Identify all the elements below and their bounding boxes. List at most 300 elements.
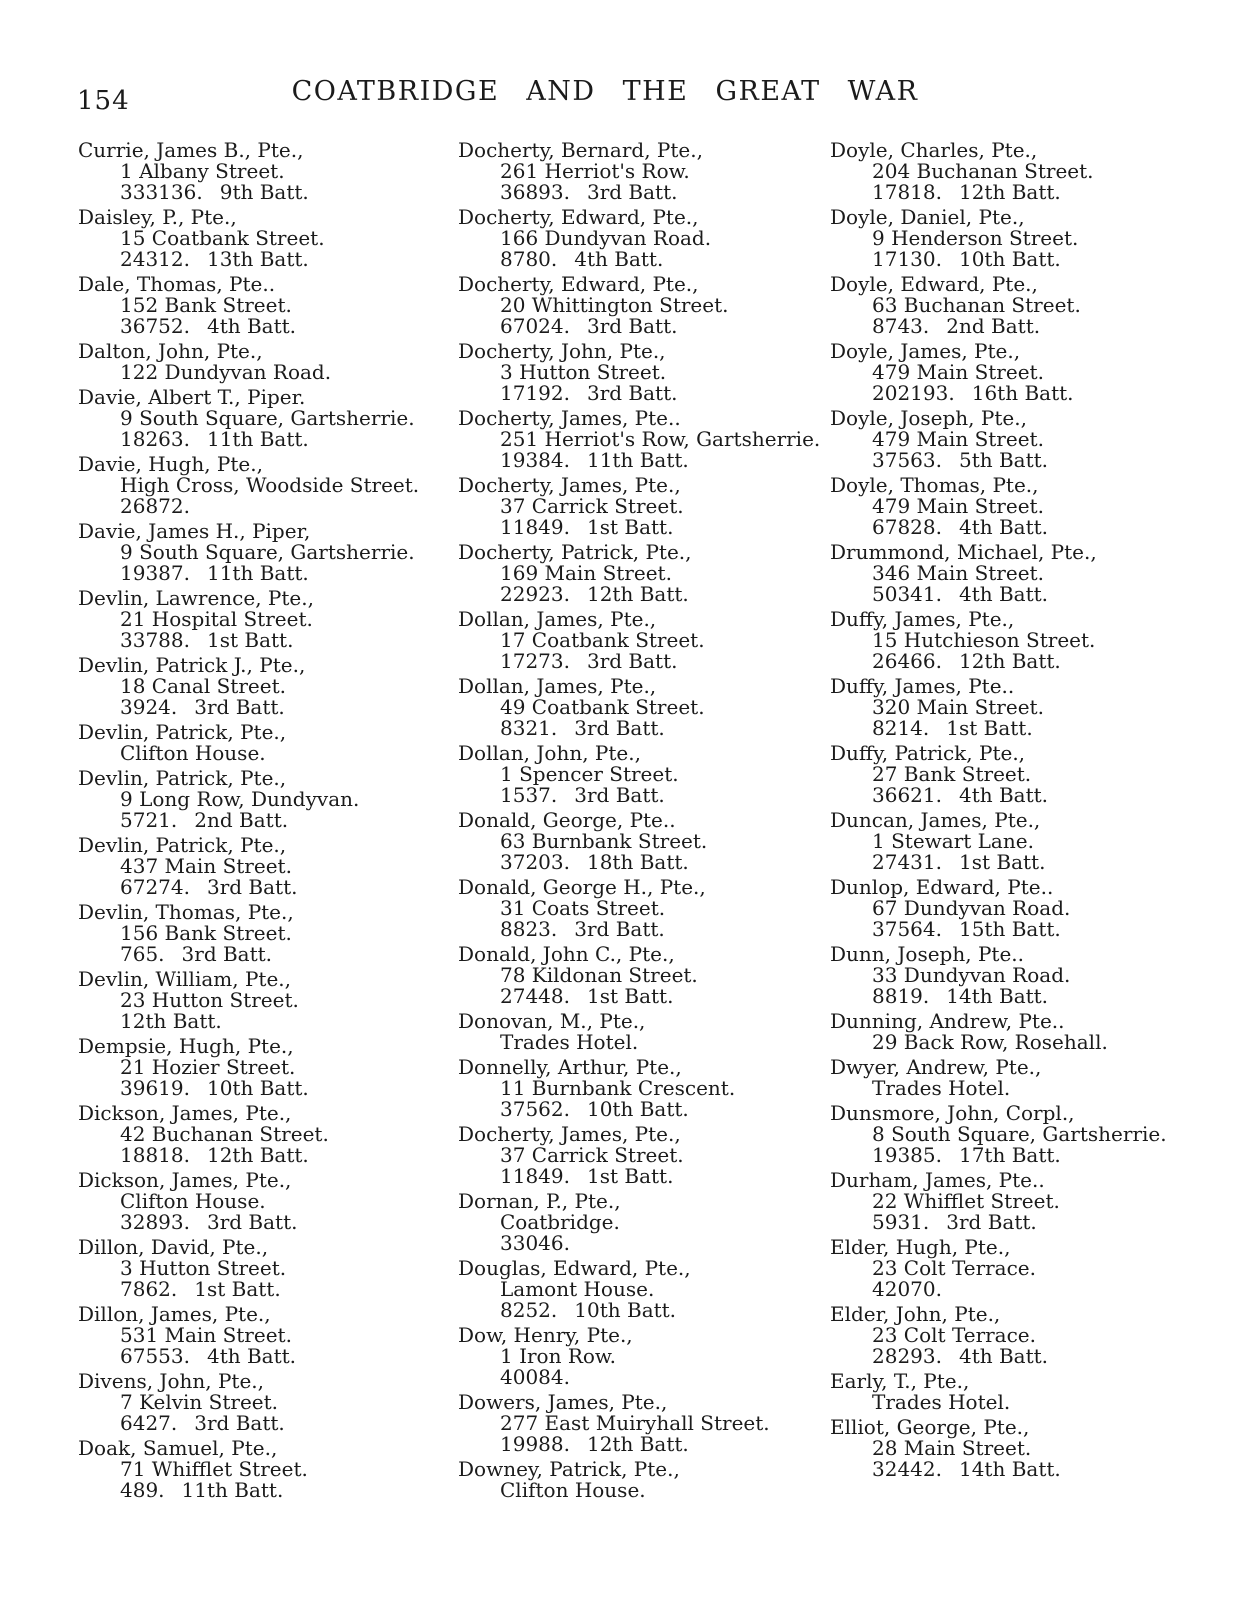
entry-name: Dillon, James, Pte., xyxy=(78,1302,271,1326)
entry-battalion: 9th Batt. xyxy=(219,180,309,204)
entry-address: 251 Herriot's Row, Gartsherrie. xyxy=(500,427,821,451)
entry-name: Doyle, Edward, Pte., xyxy=(830,272,1038,296)
entry-service-number: 8252. xyxy=(500,1298,558,1322)
entry-service-line xyxy=(458,1233,816,1254)
entry-address: 479 Main Street. xyxy=(872,494,1044,518)
entry-address: 9 Henderson Street. xyxy=(872,226,1079,250)
entry-service-line xyxy=(458,785,816,806)
roll-entry xyxy=(458,877,816,940)
entry-service-line xyxy=(78,496,444,517)
entry-name: Dickson, James, Pte., xyxy=(78,1168,292,1192)
roll-entry xyxy=(458,1392,816,1455)
entry-battalion: 1st Batt. xyxy=(194,1277,281,1301)
entry-address: Lamont House. xyxy=(500,1277,655,1301)
entry-address: Trades Hotel. xyxy=(500,1030,639,1054)
roll-entry xyxy=(830,1011,1220,1053)
entry-service-line xyxy=(458,316,816,337)
entry-address: High Cross, Woodside Street. xyxy=(120,473,420,497)
entry-battalion: 11th Batt. xyxy=(181,1478,284,1502)
roll-entry xyxy=(830,1371,1220,1413)
roll-entry xyxy=(458,1258,816,1321)
roll-entry xyxy=(78,387,444,450)
roll-entry xyxy=(78,521,444,584)
entry-service-number: 19387. xyxy=(120,561,190,585)
entry-battalion: 3rd Batt. xyxy=(586,314,678,338)
entry-name: Dowers, James, Pte., xyxy=(458,1390,668,1414)
entry-service-line xyxy=(458,1166,816,1187)
entry-battalion: 4th Batt. xyxy=(958,1344,1049,1368)
roll-entry xyxy=(78,1036,444,1099)
entry-service-line xyxy=(78,697,444,718)
entry-service-line xyxy=(78,1413,444,1434)
entry-service-line xyxy=(458,249,816,270)
entry-service-line xyxy=(458,986,816,1007)
entry-address: 531 Main Street. xyxy=(120,1323,292,1347)
entry-battalion: 12th Batt. xyxy=(958,180,1061,204)
entry-service-number: 8823. xyxy=(500,917,558,941)
entry-service-number: 5931. xyxy=(872,1210,930,1234)
roll-entry xyxy=(830,140,1220,203)
entry-battalion: 4th Batt. xyxy=(206,1344,297,1368)
entry-name: Elder, John, Pte., xyxy=(830,1302,1001,1326)
entry-address: 28 Main Street. xyxy=(872,1436,1032,1460)
entry-service-line xyxy=(830,718,1220,739)
roll-entry xyxy=(458,1191,816,1254)
entry-address: 23 Colt Terrace. xyxy=(872,1323,1037,1347)
entry-service-number: 19988. xyxy=(500,1432,570,1456)
entry-service-line xyxy=(78,1279,444,1300)
roll-entry xyxy=(458,1459,816,1501)
entry-name: Davie, Albert T., Piper. xyxy=(78,385,306,409)
entry-service-line xyxy=(78,1078,444,1099)
roll-entry xyxy=(830,944,1220,1007)
entry-name: Devlin, Patrick, Pte., xyxy=(78,833,287,857)
entry-service-line xyxy=(458,1099,816,1120)
entry-service-number: 37203. xyxy=(500,850,570,874)
entry-service-number: 8321. xyxy=(500,716,558,740)
entry-service-number: 6427. xyxy=(120,1411,178,1435)
entry-service-line xyxy=(830,584,1220,605)
entry-battalion: 1st Batt. xyxy=(206,628,294,652)
roll-entry xyxy=(830,877,1220,940)
entry-battalion: 3rd Batt. xyxy=(586,649,678,673)
entry-address: 204 Buchanan Street. xyxy=(872,159,1094,183)
roll-entry xyxy=(458,207,816,270)
entry-address: 37 Carrick Street. xyxy=(500,494,684,518)
entry-name: Docherty, James, Pte., xyxy=(458,473,681,497)
entry-service-number: 32893. xyxy=(120,1210,190,1234)
entry-service-line xyxy=(830,517,1220,538)
entry-address: 9 South Square, Gartsherrie. xyxy=(120,406,415,430)
entry-battalion: 16th Batt. xyxy=(971,381,1074,405)
entry-address: 1 Albany Street. xyxy=(120,159,285,183)
entry-service-line xyxy=(458,517,816,538)
entry-battalion: 10th Batt. xyxy=(958,247,1061,271)
entry-service-line xyxy=(830,1212,1220,1233)
entry-address: 29 Back Row, Rosehall. xyxy=(872,1030,1108,1054)
entry-address: 67 Dundyvan Road. xyxy=(872,896,1071,920)
roll-entry xyxy=(458,140,816,203)
entry-address: 33 Dundyvan Road. xyxy=(872,963,1071,987)
entry-service-number: 37563. xyxy=(872,448,942,472)
roll-entry xyxy=(78,588,444,651)
entry-service-number: 33788. xyxy=(120,628,190,652)
entry-battalion: 4th Batt. xyxy=(206,314,297,338)
roll-entry xyxy=(78,454,444,517)
roll-entry xyxy=(78,1170,444,1233)
entry-address: 122 Dundyvan Road. xyxy=(120,360,332,384)
entry-service-number: 8214. xyxy=(872,716,930,740)
entry-address: 15 Coatbank Street. xyxy=(120,226,325,250)
entry-battalion: 3rd Batt. xyxy=(194,1411,285,1435)
roll-entry xyxy=(458,542,816,605)
entry-service-line xyxy=(78,429,444,450)
entry-battalion: 12th Batt. xyxy=(958,649,1061,673)
entry-battalion: 14th Batt. xyxy=(958,1457,1061,1481)
entry-name: Durham, James, Pte.. xyxy=(830,1168,1045,1192)
entry-service-number: 26872. xyxy=(120,494,190,518)
roll-entry xyxy=(458,341,816,404)
roll-entry xyxy=(78,1304,444,1367)
entry-name: Doyle, Joseph, Pte., xyxy=(830,406,1027,430)
entry-name: Doyle, Daniel, Pte., xyxy=(830,205,1025,229)
entry-battalion: 1st Batt. xyxy=(586,984,674,1008)
column-2 xyxy=(458,138,821,1505)
entry-service-line xyxy=(458,919,816,940)
entry-address: 156 Bank Street. xyxy=(120,921,292,945)
roll-entry xyxy=(830,1170,1220,1233)
entry-service-line xyxy=(78,944,444,965)
entry-service-line xyxy=(830,316,1220,337)
entry-name: Downey, Patrick, Pte., xyxy=(458,1457,680,1481)
entry-service-number: 39619. xyxy=(120,1076,190,1100)
entry-battalion: 10th Batt. xyxy=(206,1076,309,1100)
roll-entry xyxy=(458,1011,816,1053)
entry-battalion: 4th Batt. xyxy=(958,582,1049,606)
entry-address: 3 Hutton Street. xyxy=(500,360,667,384)
entry-name: Duffy, James, Pte.. xyxy=(830,674,1015,698)
entry-service-number: 7862. xyxy=(120,1277,178,1301)
entry-battalion: 2nd Batt. xyxy=(946,314,1041,338)
entry-name: Dickson, James, Pte., xyxy=(78,1101,292,1125)
roll-entry xyxy=(458,1057,816,1120)
entry-service-number: 40084. xyxy=(500,1365,570,1389)
entry-battalion: 4th Batt. xyxy=(958,783,1049,807)
entry-address: 3 Hutton Street. xyxy=(120,1256,287,1280)
entry-service-line xyxy=(830,651,1220,672)
entry-service-line xyxy=(830,1279,1220,1300)
entry-battalion: 15th Batt. xyxy=(958,917,1061,941)
entry-name: Divens, John, Pte., xyxy=(78,1369,265,1393)
entry-battalion: 3rd Batt. xyxy=(181,942,273,966)
entry-service-number: 37564. xyxy=(872,917,942,941)
roll-entry xyxy=(830,609,1220,672)
entry-battalion: 3rd Batt. xyxy=(586,180,678,204)
entry-name: Dalton, John, Pte., xyxy=(78,339,263,363)
roll-entry xyxy=(78,274,444,337)
entry-service-number: 202193. xyxy=(872,381,955,405)
entry-name: Dillon, David, Pte., xyxy=(78,1235,269,1259)
entry-service-number: 22923. xyxy=(500,582,570,606)
entry-service-line xyxy=(78,316,444,337)
roll-entry xyxy=(458,810,816,873)
roll-entry xyxy=(78,1237,444,1300)
roll-entry xyxy=(458,676,816,739)
entry-service-line xyxy=(458,450,816,471)
entry-battalion: 3rd Batt. xyxy=(574,716,665,740)
entry-service-line xyxy=(830,852,1220,873)
roll-entry xyxy=(78,835,444,898)
entry-battalion: 12th Batt. xyxy=(586,1432,689,1456)
entry-battalion: 3rd Batt. xyxy=(194,695,285,719)
entry-address: Clifton House. xyxy=(120,741,266,765)
roll-entry xyxy=(78,140,444,203)
entry-service-number: 333136. xyxy=(120,180,203,204)
entry-battalion: 5th Batt. xyxy=(958,448,1049,472)
page-title: COATBRIDGE AND THE GREAT WAR xyxy=(291,76,919,107)
entry-battalion: 12th Batt. xyxy=(120,1009,222,1033)
entry-service-number: 26466. xyxy=(872,649,942,673)
entry-service-number: 33046. xyxy=(500,1231,570,1255)
entry-address: 20 Whittington Street. xyxy=(500,293,729,317)
entry-battalion: 3rd Batt. xyxy=(574,917,665,941)
roll-entry xyxy=(78,1371,444,1434)
entry-address: 8 South Square, Gartsherrie. xyxy=(872,1122,1167,1146)
entry-address: 49 Coatbank Street. xyxy=(500,695,705,719)
roll-entry xyxy=(830,408,1220,471)
entry-address: 7 Kelvin Street. xyxy=(120,1390,279,1414)
entry-service-number: 18263. xyxy=(120,427,190,451)
entry-service-number: 17818. xyxy=(872,180,942,204)
entry-battalion: 1st Batt. xyxy=(958,850,1046,874)
entry-service-number: 19384. xyxy=(500,448,570,472)
entry-service-number: 17273. xyxy=(500,649,570,673)
entry-address: 277 East Muiryhall Street. xyxy=(500,1411,770,1435)
entry-name: Docherty, James, Pte., xyxy=(458,1122,681,1146)
entry-service-line xyxy=(458,383,816,404)
roll-entry xyxy=(458,274,816,337)
entry-service-number: 28293. xyxy=(872,1344,942,1368)
entry-service-line xyxy=(78,1212,444,1233)
entry-address: 31 Coats Street. xyxy=(500,896,666,920)
entry-name: Elder, Hugh, Pte., xyxy=(830,1235,1011,1259)
entry-battalion: 4th Batt. xyxy=(574,247,664,271)
entry-battalion: 10th Batt. xyxy=(574,1298,677,1322)
entry-service-line xyxy=(78,1480,444,1501)
roll-entry xyxy=(78,768,444,831)
entry-address: 17 Coatbank Street. xyxy=(500,628,705,652)
roll-entry xyxy=(78,902,444,965)
entry-name: Donald, George, Pte.. xyxy=(458,808,676,832)
entry-battalion: 4th Batt. xyxy=(958,515,1049,539)
entry-battalion: 3rd Batt. xyxy=(206,1210,298,1234)
entry-service-number: 67024. xyxy=(500,314,570,338)
entry-service-number: 11849. xyxy=(500,515,570,539)
entry-service-line xyxy=(458,1367,816,1388)
entry-name: Donald, John C., Pte., xyxy=(458,942,675,966)
entry-name: Donald, George H., Pte., xyxy=(458,875,706,899)
roll-entry xyxy=(830,1057,1220,1099)
entry-name: Docherty, John, Pte., xyxy=(458,339,666,363)
entry-name: Devlin, Patrick, Pte., xyxy=(78,766,287,790)
entry-service-line xyxy=(78,563,444,584)
roll-entry xyxy=(830,475,1220,538)
roll-entry xyxy=(458,1124,816,1187)
entry-name: Doak, Samuel, Pte., xyxy=(78,1436,278,1460)
entry-service-line xyxy=(830,1459,1220,1480)
entry-service-number: 3924. xyxy=(120,695,178,719)
entry-battalion: 13th Batt. xyxy=(206,247,309,271)
entry-service-line xyxy=(830,450,1220,471)
entry-service-number: 24312. xyxy=(120,247,190,271)
column-3 xyxy=(830,140,1220,1505)
entry-address: Trades Hotel. xyxy=(872,1390,1011,1414)
roll-entry xyxy=(830,1304,1220,1367)
entry-service-line xyxy=(458,182,816,203)
roll-entry xyxy=(830,1417,1220,1480)
column-1 xyxy=(78,140,444,1505)
entry-service-number: 42070. xyxy=(872,1277,942,1301)
entry-battalion: 10th Batt. xyxy=(586,1097,689,1121)
entry-address: 22 Whifflet Street. xyxy=(872,1189,1060,1213)
entry-service-number: 8743. xyxy=(872,314,930,338)
roll-entry xyxy=(78,722,444,764)
entry-service-line xyxy=(458,1300,816,1321)
entry-name: Early, T., Pte., xyxy=(830,1369,970,1393)
entry-service-number: 36893. xyxy=(500,180,570,204)
entry-name: Dale, Thomas, Pte.. xyxy=(78,272,276,296)
entry-address: 437 Main Street. xyxy=(120,854,292,878)
entry-service-line xyxy=(78,877,444,898)
entry-address: 63 Buchanan Street. xyxy=(872,293,1081,317)
roll-entry xyxy=(458,743,816,806)
roll-of-honour-columns xyxy=(78,140,1220,1505)
roll-entry xyxy=(458,609,816,672)
entry-address: 15 Hutchieson Street. xyxy=(872,628,1096,652)
entry-battalion: 3rd Batt. xyxy=(574,783,665,807)
entry-address: 78 Kildonan Street. xyxy=(500,963,698,987)
entry-service-line xyxy=(78,249,444,270)
entry-name: Dunsmore, John, Corpl., xyxy=(830,1101,1075,1125)
entry-name: Devlin, Patrick J., Pte., xyxy=(78,653,306,677)
entry-address: 63 Burnbank Street. xyxy=(500,829,708,853)
entry-service-number: 37562. xyxy=(500,1097,570,1121)
entry-service-number: 67274. xyxy=(120,875,190,899)
entry-address: Clifton House. xyxy=(120,1189,266,1213)
roll-entry xyxy=(830,1103,1220,1166)
entry-name: Dow, Henry, Pte., xyxy=(458,1323,633,1347)
roll-entry xyxy=(830,743,1220,806)
entry-service-number: 18818. xyxy=(120,1143,190,1167)
entry-address: 346 Main Street. xyxy=(872,561,1044,585)
entry-battalion: 12th Batt. xyxy=(586,582,689,606)
entry-battalion: 18th Batt. xyxy=(586,850,689,874)
entry-battalion: 3rd Batt. xyxy=(946,1210,1037,1234)
entry-service-number: 67828. xyxy=(872,515,942,539)
roll-entry xyxy=(830,676,1220,739)
entry-battalion: 1st Batt. xyxy=(946,716,1033,740)
roll-entry xyxy=(458,944,816,1007)
entry-name: Devlin, Patrick, Pte., xyxy=(78,720,287,744)
entry-address: 23 Colt Terrace. xyxy=(872,1256,1037,1280)
entry-name: Devlin, William, Pte., xyxy=(78,967,291,991)
entry-service-number: 36621. xyxy=(872,783,942,807)
entry-name: Doyle, James, Pte., xyxy=(830,339,1021,363)
entry-service-line xyxy=(78,182,444,203)
entry-service-line xyxy=(458,718,816,739)
entry-address: 9 South Square, Gartsherrie. xyxy=(120,540,415,564)
entry-address: 37 Carrick Street. xyxy=(500,1143,684,1167)
entry-service-number: 11849. xyxy=(500,1164,570,1188)
entry-name: Duffy, James, Pte., xyxy=(830,607,1015,631)
entry-address: 9 Long Row, Dundyvan. xyxy=(120,787,360,811)
roll-entry xyxy=(830,542,1220,605)
roll-entry xyxy=(78,341,444,383)
entry-address: Trades Hotel. xyxy=(872,1076,1011,1100)
entry-service-line xyxy=(830,182,1220,203)
entry-service-number: 27448. xyxy=(500,984,570,1008)
entry-address: 11 Burnbank Crescent. xyxy=(500,1076,736,1100)
entry-name: Dwyer, Andrew, Pte., xyxy=(830,1055,1042,1079)
entry-name: Davie, James H., Piper, xyxy=(78,519,311,543)
entry-service-line xyxy=(458,852,816,873)
entry-service-number: 17192. xyxy=(500,381,570,405)
entry-address: 71 Whifflet Street. xyxy=(120,1457,308,1481)
entry-service-number: 36752. xyxy=(120,314,190,338)
entry-address: 1 Spencer Street. xyxy=(500,762,679,786)
entry-address: 27 Bank Street. xyxy=(872,762,1032,786)
entry-service-number: 1537. xyxy=(500,783,558,807)
entry-address: 320 Main Street. xyxy=(872,695,1044,719)
entry-address: 23 Hutton Street. xyxy=(120,988,299,1012)
entry-name: Doyle, Charles, Pte., xyxy=(830,138,1038,162)
entry-name: Donnelly, Arthur, Pte., xyxy=(458,1055,682,1079)
entry-service-line xyxy=(458,584,816,605)
entry-name: Elliot, George, Pte., xyxy=(830,1415,1030,1439)
entry-service-line xyxy=(458,1434,816,1455)
entry-service-number: 19385. xyxy=(872,1143,942,1167)
entry-name: Dollan, James, Pte., xyxy=(458,607,657,631)
entry-service-line xyxy=(830,986,1220,1007)
roll-entry xyxy=(458,475,816,538)
entry-name: Douglas, Edward, Pte., xyxy=(458,1256,691,1280)
entry-address: 169 Main Street. xyxy=(500,561,672,585)
entry-battalion: 3rd Batt. xyxy=(586,381,678,405)
entry-service-line xyxy=(830,919,1220,940)
entry-address: Clifton House. xyxy=(500,1478,646,1502)
roll-entry xyxy=(78,969,444,1032)
entry-address: 1 Iron Row. xyxy=(500,1344,617,1368)
entry-service-line xyxy=(78,810,444,831)
entry-name: Dollan, John, Pte., xyxy=(458,741,641,765)
entry-service-line xyxy=(458,651,816,672)
entry-address: Coatbridge. xyxy=(500,1210,620,1234)
entry-name: Duffy, Patrick, Pte., xyxy=(830,741,1026,765)
roll-entry xyxy=(830,810,1220,873)
entry-name: Docherty, Edward, Pte., xyxy=(458,272,699,296)
entry-address: 261 Herriot's Row. xyxy=(500,159,690,183)
entry-service-number: 8819. xyxy=(872,984,930,1008)
entry-service-line xyxy=(830,383,1220,404)
entry-address: 479 Main Street. xyxy=(872,427,1044,451)
entry-service-line xyxy=(78,1145,444,1166)
entry-name: Donovan, M., Pte., xyxy=(458,1009,646,1033)
entry-address: 21 Hospital Street. xyxy=(120,607,313,631)
entry-name: Devlin, Thomas, Pte., xyxy=(78,900,294,924)
entry-service-line xyxy=(78,1011,444,1032)
entry-battalion: 11th Batt. xyxy=(206,561,309,585)
entry-address: 152 Bank Street. xyxy=(120,293,292,317)
